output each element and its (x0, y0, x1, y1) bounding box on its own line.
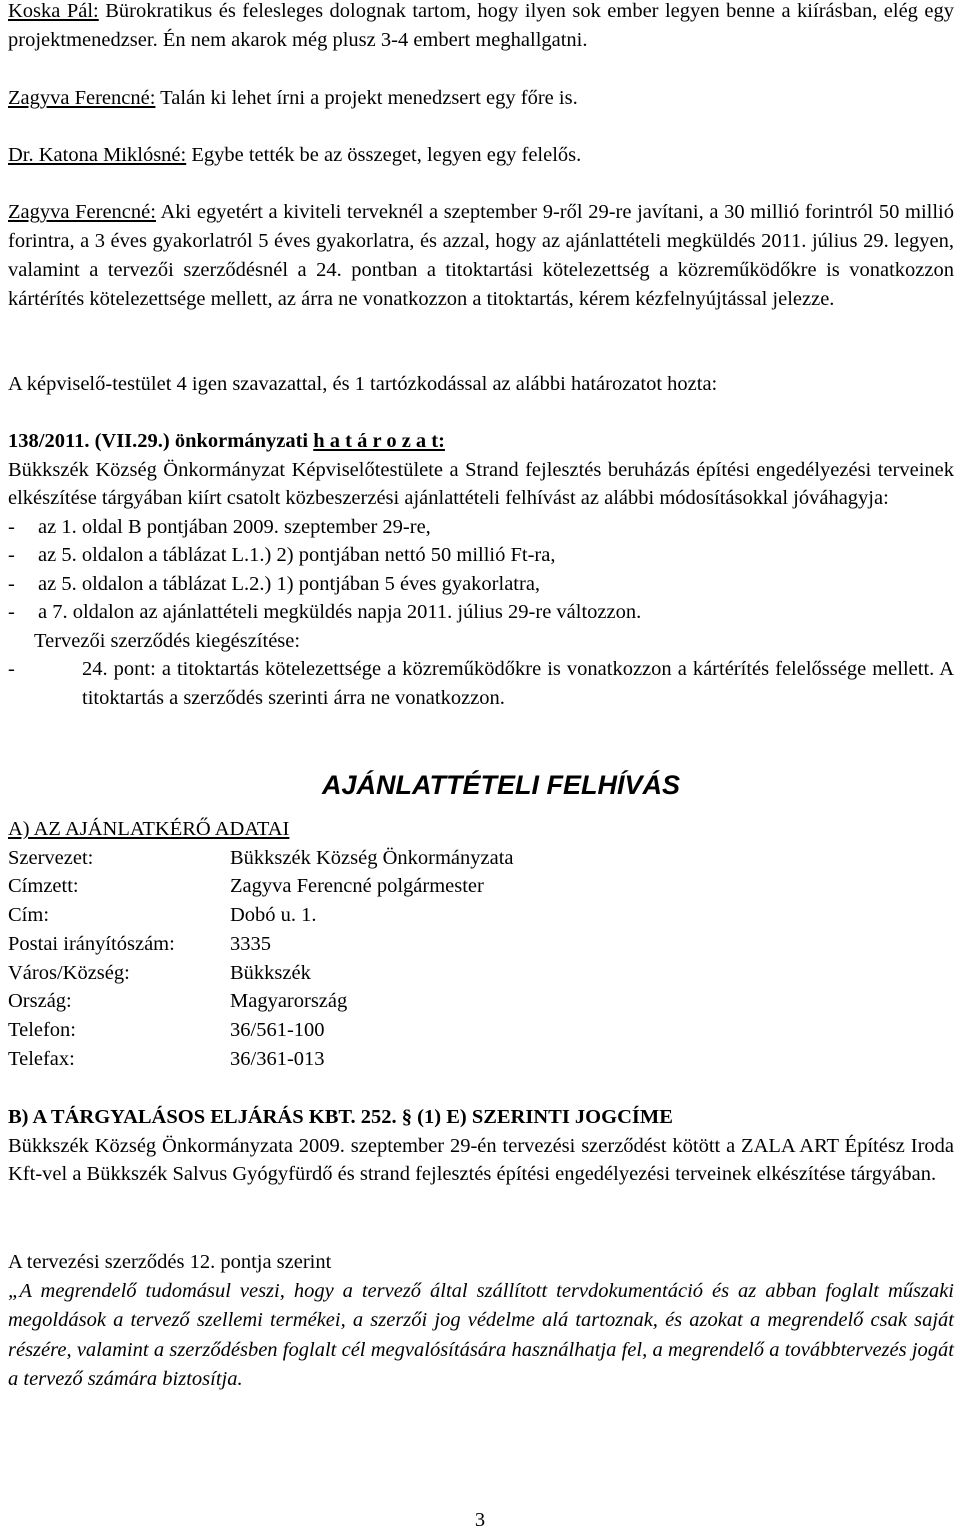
speech-paragraph (8, 198, 954, 314)
field-row (8, 930, 954, 959)
section-b (8, 1103, 954, 1189)
field-value: Bükkszék Község Önkormányzata (230, 846, 514, 869)
section-a (8, 815, 954, 1074)
field-value: Zagyva Ferencné polgármester (230, 875, 484, 898)
page-number: 3 (474, 1509, 486, 1531)
list-item-text: az 5. oldalon a táblázat L.2.) 1) pontjában 5 éves gyakorlatra, (38, 572, 541, 595)
speech-paragraph (8, 84, 954, 113)
list-item-text: 24. pont: a titoktartás kötelezettsége a közreműködőkre is vonatkozzon a kártérítés felelőssége mellett. A titoktartás a szerződés szerinti árra ne vonatkozzon. (82, 658, 954, 709)
resolution-body: Bükkszék Község Önkormányzat Képviselőtestülete a Strand fejlesztés beruházás építési engedélyezési terveinek elkészítése tárgyában kiírt csatolt közbeszerzési ajánlattételi felhívást az alábbi módosításokkal jóváhagyja: (8, 458, 954, 509)
section-a-title: A) AZ AJÁNLATKÉRŐ ADATAI (8, 818, 290, 840)
speech-text: Talán ki lehet írni a projekt menedzsert egy főre is. (155, 87, 578, 109)
speech-text: Egybe tették be az összeget, legyen egy felelős. (186, 144, 582, 166)
speaker-name: Zagyva Ferencné: (8, 201, 156, 223)
field-row (8, 987, 954, 1016)
speaker-name: Dr. Katona Miklósné: (8, 144, 187, 166)
list-item (8, 541, 954, 570)
dash-marker: - (8, 515, 15, 538)
speech-paragraph (8, 141, 954, 170)
field-row (8, 959, 954, 988)
field-value: 36/561-100 (230, 1019, 325, 1042)
dash-marker: - (8, 658, 15, 680)
list-item (8, 655, 954, 712)
field-label: Ország: (8, 990, 72, 1013)
field-value: 3335 (230, 932, 271, 955)
field-label: Postai irányítószám: (8, 932, 175, 955)
list-item (8, 598, 954, 627)
field-value: Dobó u. 1. (230, 904, 317, 927)
speech-paragraph (8, 0, 954, 54)
supplement-title: Tervezői szerződés kiegészítése: (34, 629, 301, 652)
list-item (8, 513, 954, 542)
vote-result: A képviselő-testület 4 igen szavazattal, és 1 tartózkodással az alábbi határozatot hozta: (8, 373, 718, 395)
field-row (8, 1045, 954, 1074)
field-row (8, 844, 954, 873)
field-label: Város/Község: (8, 961, 130, 984)
dash-marker: - (8, 572, 15, 595)
resolution-items (8, 513, 954, 627)
dash-marker: - (8, 544, 15, 566)
resolution (8, 427, 954, 712)
field-row (8, 1016, 954, 1045)
field-row (8, 872, 954, 901)
field-label: Cím: (8, 904, 50, 927)
field-value: Bükkszék (230, 961, 311, 984)
dash-marker: - (8, 601, 15, 623)
list-item-text: az 1. oldal B pontjában 2009. szeptember 29-re, (38, 515, 431, 538)
section-b-title: B) A TÁRGYALÁSOS ELJÁRÁS KBT. 252. § (1) E) SZERINTI JOGCÍME (8, 1106, 673, 1128)
quote-block (8, 1248, 954, 1395)
field-value: 36/361-013 (230, 1048, 325, 1071)
quote-reference: A tervezési szerződés 12. pontja szerint (8, 1251, 332, 1273)
section-b-body: Bükkszék Község Önkormányzata 2009. szeptember 29-én tervezési szerződést kötött a ZALA ART Építész Iroda Kft-vel a Bükkszék Salvus Gyógyfürdő és strand fejlesztés építési engedélyezési terveinek elkészítése tárgyában. (8, 1134, 954, 1185)
document-heading: AJÁNLATTÉTELI FELHÍVÁS (321, 770, 680, 800)
speaker-name: Zagyva Ferencné: (8, 87, 156, 109)
field-value: Magyarország (230, 990, 348, 1013)
speaker-name: Koska Pál: (8, 0, 99, 22)
list-item (8, 570, 954, 599)
field-label: Címzett: (8, 875, 79, 898)
resolution-number-text: 138/2011. (VII.29.) önkormányzati (8, 430, 309, 452)
field-label: Telefon: (8, 1019, 77, 1042)
resolution-label: h a t á r o z a t: (313, 430, 445, 452)
resolution-number (8, 427, 954, 456)
list-item-text: az 5. oldalon a táblázat L.1.) 2) pontjában nettó 50 millió Ft-ra, (38, 544, 556, 566)
field-label: Telefax: (8, 1048, 75, 1071)
speech-text: Aki egyetért a kiviteli terveknél a szeptember 9-ről 29-re javítani, a 30 millió forintról 50 millió forintra, a 3 éves gyakorlatról 5 éves gyakorlatra, és azzal, hogy az ajánlattételi megküldés 2011. július 29. legyen, valamint a tervezői szerződésnél a 24. pontban a titoktartási kötelezettség a közreműködőkre is vonatkozzon kártérítés kötelezettsége mellett, az árra ne vonatkozzon a titoktartás, kérem kézfelnyújtással jelezze. (8, 201, 954, 310)
list-item-text: a 7. oldalon az ajánlattételi megküldés napja 2011. július 29-re változzon. (38, 601, 642, 623)
speech-text: Bürokratikus és felesleges dolognak tartom, hogy ilyen sok ember legyen benne a kiírásban, elég egy projektmenedzser. Én nem akarok még plusz 3-4 embert meghallgatni. (8, 0, 954, 51)
field-label: Szervezet: (8, 846, 94, 869)
field-row (8, 901, 954, 930)
quote-text: „A megrendelő tudomásul veszi, hogy a tervező által szállított tervdokumentáció és az abban foglalt műszaki megoldások a tervező szellemi termékei, a szerzői jog védelme alá tartoznak, és azokat a megrendelő csak saját részére, valamint a szerződésben foglalt cél megvalósítására használhatja fel, a megrendelő a továbbtervezés jogát a tervező számára biztosítja. (8, 1279, 954, 1390)
